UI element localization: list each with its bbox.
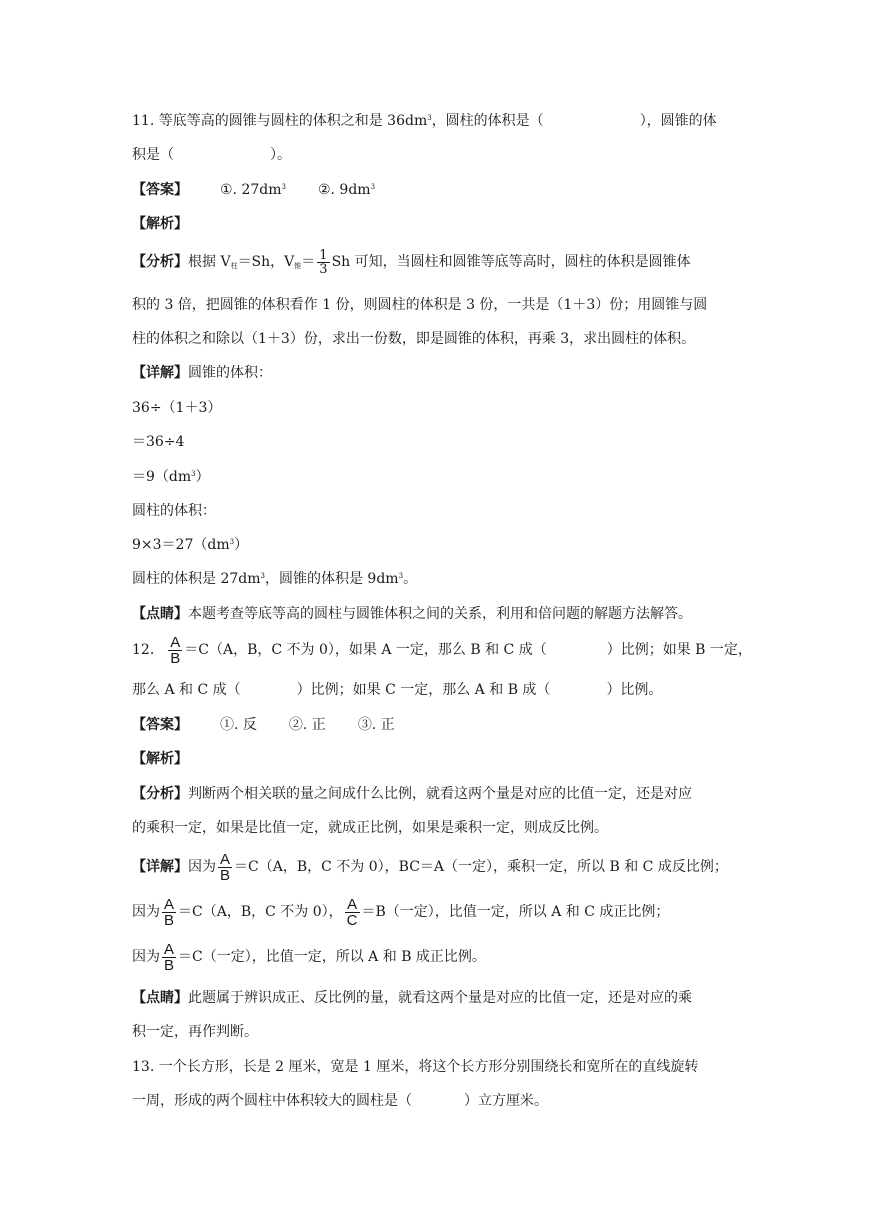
superscript: 3 <box>229 538 235 546</box>
denominator: B <box>164 956 175 974</box>
fraction-a-over-c <box>345 897 360 928</box>
text: 因为 <box>132 904 160 920</box>
text: 判断两个相关联的量之间成什么比例，就看这两个量是对应的比值一定，还是对应 <box>188 786 692 802</box>
text: ）比例；如果 B 一定， <box>606 642 752 658</box>
numerator: 1 <box>319 247 328 263</box>
fraction-a-over-b <box>162 942 176 973</box>
question-number: 12. <box>132 642 155 658</box>
q11-dianjing <box>132 600 692 628</box>
q11-fenxi-2: 积的 3 倍，把圆锥的体积看作 1 份，则圆柱的体积是 3 份，一共是（1＋3）份；用圆锥与圆 <box>132 297 708 313</box>
numerator: A <box>220 850 231 868</box>
dianjing-label: 【点睛】 <box>132 990 188 1006</box>
denominator: B <box>220 866 231 884</box>
answer-2: ②. 正 <box>288 717 326 733</box>
denominator: B <box>170 649 181 667</box>
numerator: A <box>164 895 175 913</box>
dianjing-label: 【点睛】 <box>132 606 188 622</box>
analysis-label: 【解析】 <box>132 216 188 232</box>
text: Sh 可知，当圆柱和圆锥等底等高时，圆柱的体积是圆锥体 <box>331 254 691 270</box>
q11-stem: ），圆锥的体 <box>639 113 717 129</box>
text: ） <box>234 537 249 553</box>
q11-stem: ，圆柱的体积是（ <box>431 113 544 129</box>
q12-dianjing-1 <box>132 984 692 1012</box>
q12-dianjing-2: 积一定，再作判断。 <box>132 1024 258 1040</box>
q13-line-2 <box>132 1087 548 1115</box>
text: ）立方厘米。 <box>464 1093 548 1109</box>
text: 因为 <box>132 949 160 965</box>
text: ，圆锥的体积是 9dm <box>264 571 399 587</box>
text: ＝C（一定），比值一定，所以 A 和 B 成正比例。 <box>178 949 486 965</box>
text: ＝B（一定），比值一定，所以 A 和 C 成正比例； <box>361 904 670 920</box>
text: ）比例；如果 C 一定，那么 A 和 B 成（ <box>296 682 551 698</box>
q12-line-1 <box>132 628 752 672</box>
q11-line-2 <box>132 141 291 169</box>
superscript: 3 <box>191 470 196 478</box>
text: ） <box>195 469 210 485</box>
numerator: A <box>170 633 181 651</box>
text: 此题属于辨识成正、反比例的量，就看这两个量是对应的比值一定，还是对应的乘 <box>188 990 692 1006</box>
text: ＝9（dm <box>132 469 192 485</box>
text: 本题考查等底等高的圆柱与圆锥体积之间的关系，利用和倍问题的解题方法解答。 <box>188 606 692 622</box>
text: 9×3＝27（dm <box>132 537 230 553</box>
text: ＝C（A，B，C 不为 0），BC＝A（一定），乘积一定，所以 B 和 C 成反比例； <box>234 859 728 875</box>
text: 圆锥的体积： <box>188 365 272 381</box>
calc-line <box>132 565 417 593</box>
denominator: C <box>346 911 358 929</box>
text: ）比例。 <box>606 682 663 698</box>
calc-line <box>132 463 210 491</box>
q12-fenxi-1 <box>132 780 692 808</box>
q12-xiangjie-1 <box>132 845 728 889</box>
text: 。 <box>403 571 418 587</box>
q11-fenxi-3: 柱的体积之和除以（1＋3）份，求出一份数，即是圆锥的体积，再乘 3，求出圆柱的体积。 <box>132 331 696 347</box>
numerator: A <box>345 897 360 913</box>
numerator: A <box>164 940 175 958</box>
q11-fenxi-1 <box>132 242 691 282</box>
q11-xiangjie <box>132 359 272 387</box>
calc-line <box>132 531 248 559</box>
answer-label: 【答案】 <box>132 717 188 733</box>
fraction-a-over-b <box>168 635 182 666</box>
fraction-a-over-b <box>162 897 176 928</box>
q11-answer <box>132 176 375 204</box>
calc-line: 圆柱的体积： <box>132 503 216 519</box>
xiangjie-label: 【详解】 <box>132 859 188 875</box>
answer-label: 【答案】 <box>132 182 188 198</box>
answer-1: ①. 反 <box>220 717 257 733</box>
superscript: 3 <box>370 183 376 191</box>
q12-xiangjie-2 <box>132 890 669 934</box>
text: 因为 <box>188 859 216 875</box>
q13-line-1: 13. 一个长方形，长是 2 厘米，宽是 1 厘米，将这个长方形分别围绕长和宽所在的直线旋转 <box>132 1059 699 1075</box>
q12-fenxi-2: 的乘积一定，如果是比值一定，就成正比例，如果是乘积一定，则成反比例。 <box>132 820 608 836</box>
analysis-label: 【解析】 <box>132 751 188 767</box>
text: ＝C（A，B，C 不为 0），如果 A 一定，那么 B 和 C 成（ <box>184 642 547 658</box>
fraction-one-third <box>317 249 329 276</box>
q12-xiangjie-3 <box>132 935 486 979</box>
calc-line: 36÷（1＋3） <box>132 400 222 416</box>
text: ＝ <box>301 254 316 270</box>
text: 那么 A 和 C 成（ <box>132 682 241 698</box>
subscript: 锥 <box>294 262 302 270</box>
xiangjie-label: 【详解】 <box>132 365 188 381</box>
fenxi-label: 【分析】 <box>132 786 188 802</box>
fenxi-label: 【分析】 <box>132 254 188 270</box>
text: ＝Sh，V <box>237 254 295 270</box>
superscript: 3 <box>427 114 432 122</box>
text: 根据 V <box>188 254 231 270</box>
text: 一周，形成的两个圆柱中体积较大的圆柱是（ <box>132 1093 412 1109</box>
fraction-a-over-b <box>218 852 232 883</box>
superscript: 3 <box>260 572 265 580</box>
superscript: 3 <box>398 572 404 580</box>
denominator: 3 <box>319 261 328 277</box>
answer-2: ②. 9dm <box>317 182 371 198</box>
q12-answer <box>132 711 395 739</box>
subscript: 柱 <box>230 262 238 270</box>
q11-stem: ）。 <box>270 147 291 163</box>
denominator: B <box>164 911 175 929</box>
q11-stem: 11. 等底等高的圆锥与圆柱的体积之和是 36dm <box>132 113 428 129</box>
text: 圆柱的体积是 27dm <box>132 571 261 587</box>
superscript: 3 <box>281 183 286 191</box>
q11-stem: 积是（ <box>132 147 174 163</box>
text: ＝C（A，B，C 不为 0）， <box>178 904 343 920</box>
answer-3: ③. 正 <box>357 717 395 733</box>
q11-line-1 <box>132 107 717 135</box>
q12-line-2 <box>132 676 662 704</box>
calc-line: ＝36÷4 <box>132 434 185 450</box>
answer-1: ①. 27dm <box>220 182 282 198</box>
